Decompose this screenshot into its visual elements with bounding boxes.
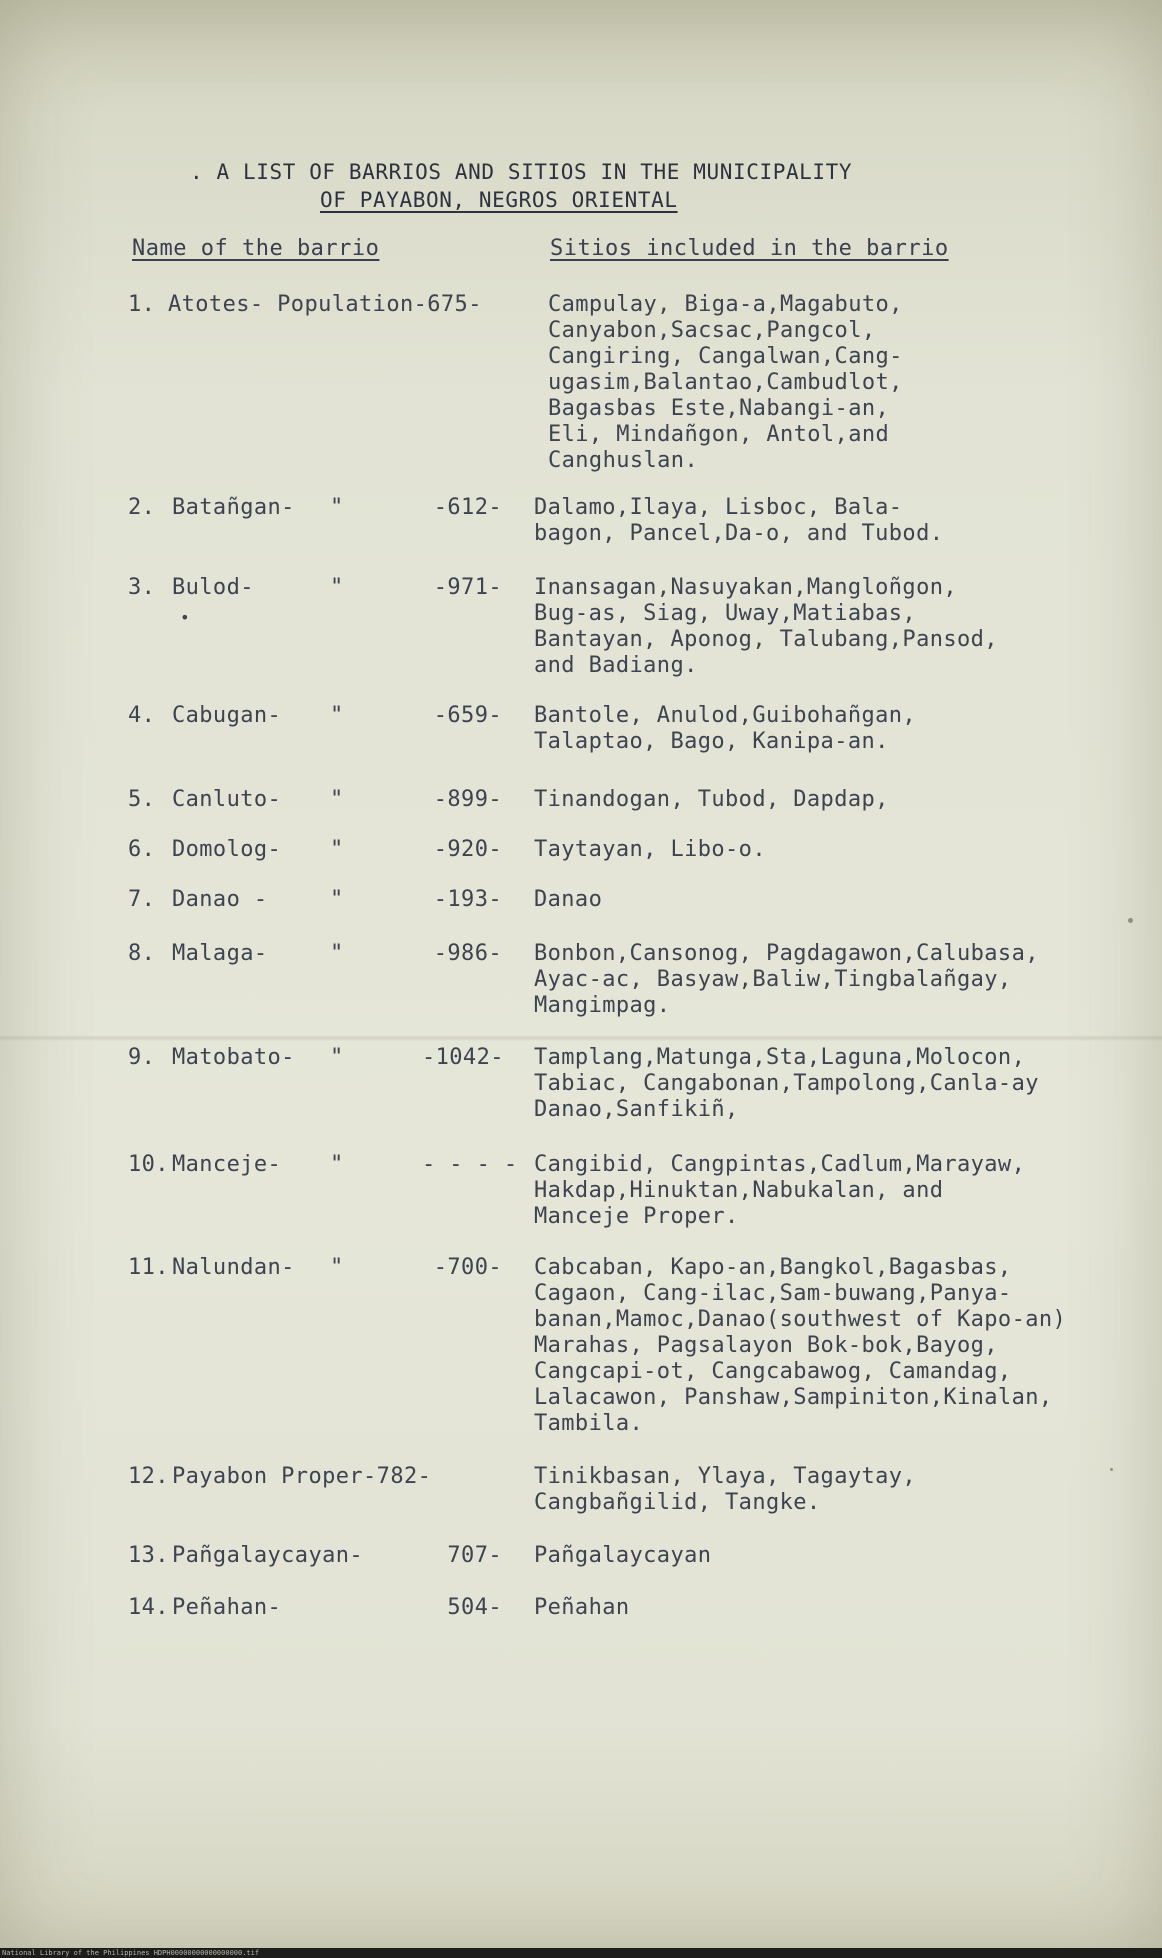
sitios-line: banan,Mamoc,Danao(southwest of Kapo-an) (534, 1307, 1067, 1332)
barrio-population: -700- (433, 1255, 502, 1280)
sitios-line: Canyabon,Sacsac,Pangcol, (548, 318, 876, 343)
sitios-line: Bug-as, Siag, Uway,Matiabas, (534, 601, 917, 626)
sitios-line: Cangcapi-ot, Cangcabawog, Camandag, (534, 1359, 1012, 1384)
sitios-list (534, 1543, 711, 1569)
barrio-number: 10. (128, 1152, 169, 1177)
sitios-line: Talaptao, Bago, Kanipa-an. (534, 729, 889, 754)
barrio-number: 8. (128, 941, 156, 966)
barrio-number: 11. (128, 1255, 169, 1280)
sitios-line: Hakdap,Hinuktan,Nabukalan, and (534, 1178, 944, 1203)
barrio-name: Peñahan- (172, 1595, 282, 1620)
barrio-population: 504- (447, 1595, 502, 1620)
sitios-list (534, 575, 998, 679)
sitios-line: ugasim,Balantao,Cambudlot, (548, 370, 903, 395)
sitios-line: and Badiang. (534, 653, 698, 678)
sitios-line: Tabiac, Cangabonan,Tampolong,Canla-ay (534, 1071, 1039, 1096)
sitios-line: Tinikbasan, Ylaya, Tagaytay, (534, 1464, 917, 1489)
barrio-name: Matobato- (172, 1045, 295, 1070)
barrio-name: Cabugan- (172, 703, 282, 728)
sitios-line: Peñahan (534, 1595, 630, 1620)
ditto-mark: " (330, 575, 344, 600)
sitios-list (534, 703, 916, 755)
sitios-line: Cangbañgilid, Tangke. (534, 1490, 821, 1515)
sitios-line: Bagasbas Este,Nabangi-an, (548, 396, 890, 421)
ditto-mark: " (330, 1045, 344, 1070)
barrio-number: 2. (128, 495, 156, 520)
barrio-name: Nalundan- (172, 1255, 295, 1280)
sitios-line: Tambila. (534, 1411, 644, 1436)
sitios-line: Tamplang,Matunga,Sta,Laguna,Molocon, (534, 1045, 1026, 1070)
sitios-line: Canghuslan. (548, 448, 699, 473)
stray-dot: • (180, 608, 191, 627)
barrio-name: Canluto- (172, 787, 282, 812)
sitios-line: Pañgalaycayan (534, 1543, 712, 1568)
sitios-line: Tinandogan, Tubod, Dapdap, (534, 787, 889, 812)
barrio-name: Manceje- (172, 1152, 282, 1177)
barrio-population: -971- (433, 575, 502, 600)
sitios-line: Danao,Sanfikiñ, (534, 1097, 739, 1122)
barrio-number: 13. (128, 1543, 169, 1568)
sitios-list (534, 1152, 1025, 1230)
barrio-name: Domolog- (172, 837, 282, 862)
barrio-population: - - - - (422, 1152, 518, 1177)
barrio-population: -899- (433, 787, 502, 812)
barrio-name: Atotes- Population-675- (168, 292, 482, 317)
column-header-sitios: Sitios included in the barrio (550, 236, 949, 261)
ditto-mark: " (330, 1255, 344, 1280)
sitios-line: Cagaon, Cang-ilac,Sam-buwang,Panya- (534, 1281, 1012, 1306)
barrio-number: 14. (128, 1595, 169, 1620)
barrio-number: 9. (128, 1045, 156, 1070)
barrio-population: -1042- (422, 1045, 504, 1070)
sitios-list (534, 837, 766, 863)
document-title (190, 158, 852, 214)
barrio-population: -612- (433, 495, 502, 520)
barrio-number: 4. (128, 703, 156, 728)
sitios-line: Cangibid, Cangpintas,Cadlum,Marayaw, (534, 1152, 1026, 1177)
sitios-list (534, 941, 1039, 1019)
sitios-line: Inansagan,Nasuyakan,Mangloñgon, (534, 575, 957, 600)
title-line-2: OF PAYABON, NEGROS ORIENTAL (320, 188, 678, 212)
sitios-list (534, 1255, 1066, 1437)
barrio-population: -193- (433, 887, 502, 912)
barrio-name: Pañgalaycayan- (172, 1543, 364, 1568)
sitios-line: bagon, Pancel,Da-o, and Tubod. (534, 521, 944, 546)
sitios-line: Danao (534, 887, 603, 912)
sitios-line: Bonbon,Cansonog, Pagdagawon,Calubasa, (534, 941, 1039, 966)
barrio-population: 707- (447, 1543, 502, 1568)
barrio-number: 5. (128, 787, 156, 812)
sitios-line: Bantayan, Aponog, Talubang,Pansod, (534, 627, 998, 652)
barrio-number: 1. (128, 292, 156, 317)
barrio-name: Malaga- (172, 941, 268, 966)
barrio-number: 7. (128, 887, 156, 912)
barrio-name: Bulod- (172, 575, 254, 600)
sitios-line: Manceje Proper. (534, 1204, 739, 1229)
sitios-list (534, 1464, 916, 1516)
archive-footer: National Library of the Philippines HDPH00000000000000000.tif (0, 1948, 1162, 1958)
sitios-list (534, 495, 943, 547)
sitios-line: Ayac-ac, Basyaw,Baliw,Tingbalañgay, (534, 967, 1012, 992)
barrio-population: -659- (433, 703, 502, 728)
sitios-list (534, 887, 602, 913)
barrio-number: 12. (128, 1464, 169, 1489)
sitios-line: Marahas, Pagsalayon Bok-bok,Bayog, (534, 1333, 998, 1358)
ditto-mark: " (330, 787, 344, 812)
ditto-mark: " (330, 1152, 344, 1177)
ink-spot (1110, 1468, 1113, 1471)
sitios-list (534, 787, 889, 813)
sitios-list (534, 1595, 630, 1621)
ditto-mark: " (330, 703, 344, 728)
barrio-population: -986- (433, 941, 502, 966)
ink-spot (1128, 918, 1133, 923)
barrio-name: Danao - (172, 887, 268, 912)
sitios-line: Dalamo,Ilaya, Lisboc, Bala- (534, 495, 903, 520)
sitios-list (548, 292, 903, 474)
sitios-line: Lalacawon, Panshaw,Sampiniton,Kinalan, (534, 1385, 1053, 1410)
sitios-line: Bantole, Anulod,Guibohañgan, (534, 703, 917, 728)
column-header-barrio: Name of the barrio (132, 236, 380, 261)
ditto-mark: " (330, 837, 344, 862)
barrio-population: -920- (433, 837, 502, 862)
sitios-line: Taytayan, Libo-o. (534, 837, 766, 862)
ditto-mark: " (330, 887, 344, 912)
sitios-line: Mangimpag. (534, 993, 671, 1018)
sitios-line: Campulay, Biga-a,Magabuto, (548, 292, 903, 317)
ditto-mark: " (330, 495, 344, 520)
sitios-line: Cabcaban, Kapo-an,Bangkol,Bagasbas, (534, 1255, 1012, 1280)
paper-crease (0, 1035, 1162, 1041)
title-line-1: . A LIST OF BARRIOS AND SITIOS IN THE MUNICIPALITY (190, 160, 853, 184)
barrio-name: Payabon Proper-782- (172, 1464, 432, 1489)
barrio-number: 3. (128, 575, 156, 600)
sitios-line: Cangiring, Cangalwan,Cang- (548, 344, 903, 369)
sitios-list (534, 1045, 1039, 1123)
ditto-mark: " (330, 941, 344, 966)
barrio-name: Batañgan- (172, 495, 295, 520)
sitios-line: Eli, Mindañgon, Antol,and (548, 422, 890, 447)
barrio-number: 6. (128, 837, 156, 862)
